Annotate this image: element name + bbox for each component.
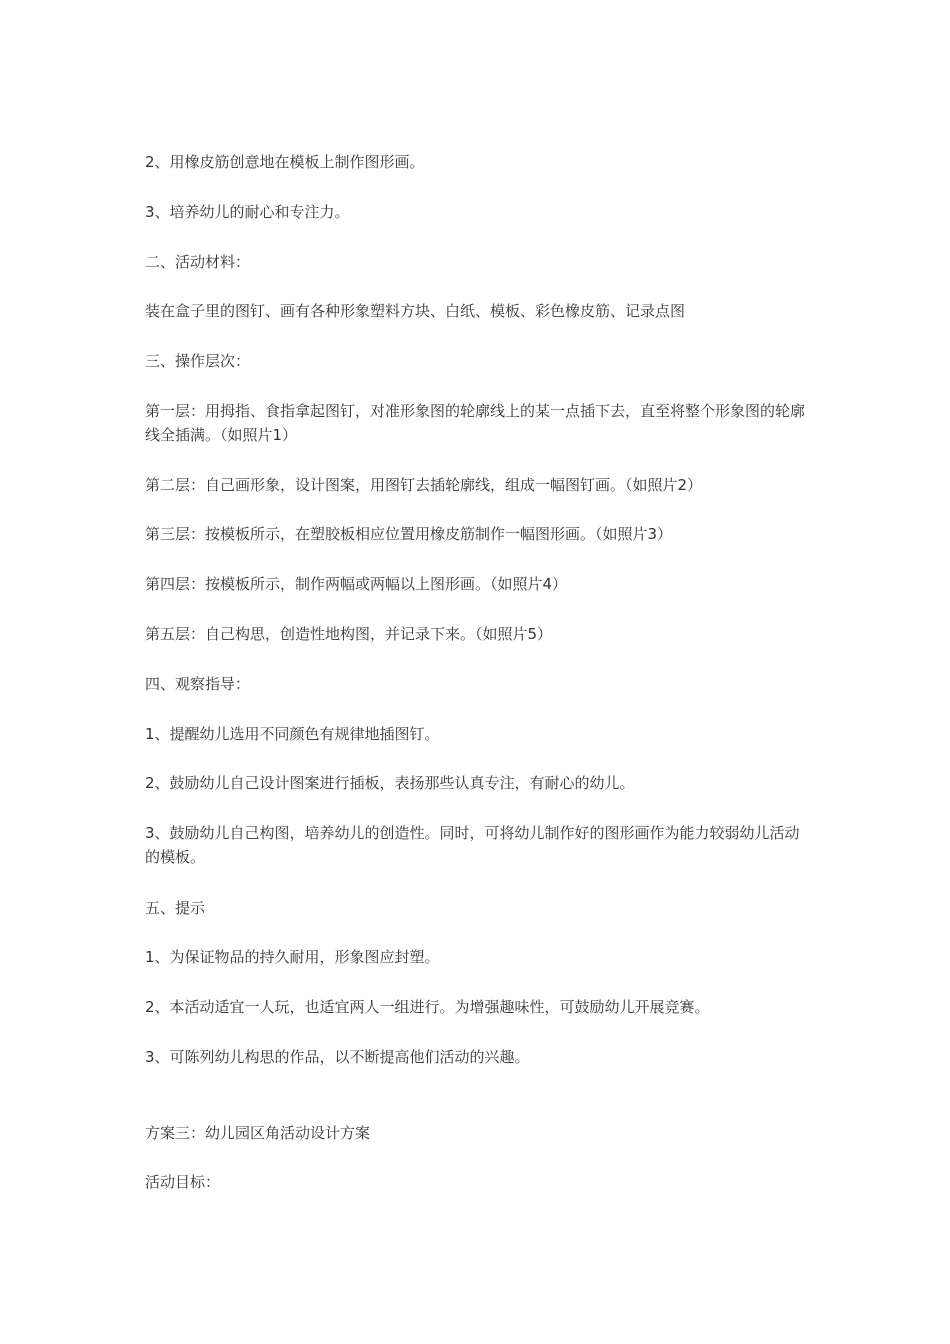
section-heading-guidance: 四、观察指导： xyxy=(145,675,251,693)
tips-item-3: 3、可陈列幼儿构思的作品，以不断提高他们活动的兴趣。 xyxy=(145,1048,530,1066)
level-5-text: 第五层：自己构思，创造性地构图，并记录下来。（如照片5） xyxy=(145,625,553,643)
section-heading-materials: 二、活动材料： xyxy=(145,253,251,271)
level-3-text: 第三层：按模板所示，在塑胶板相应位置用橡皮筋制作一幅图形画。（如照片3） xyxy=(145,525,673,543)
tips-item-2: 2、本活动适宜一人玩，也适宜两人一组进行。为增强趣味性，可鼓励幼儿开展竞赛。 xyxy=(145,998,710,1016)
materials-text: 装在盒子里的图钉、画有各种形象塑料方块、白纸、模板、彩色橡皮筋、记录点图 xyxy=(145,302,686,320)
activity-goal-heading: 活动目标： xyxy=(145,1173,221,1191)
tips-item-1: 1、为保证物品的持久耐用，形象图应封塑。 xyxy=(145,948,440,966)
section-heading-levels: 三、操作层次： xyxy=(145,352,251,370)
level-2-text: 第二层：自己画形象，设计图案，用图钉去插轮廓线，组成一幅图钉画。（如照片2） xyxy=(145,476,703,494)
level-4-text: 第四层：按模板所示，制作两幅或两幅以上图形画。（如照片4） xyxy=(145,575,568,593)
guidance-item-1: 1、提醒幼儿选用不同颜色有规律地插图钉。 xyxy=(145,725,440,743)
plan-three-title: 方案三：幼儿园区角活动设计方案 xyxy=(145,1124,371,1142)
section-heading-tips: 五、提示 xyxy=(145,899,206,917)
level-1-text: 第一层：用拇指、食指拿起图钉，对准形象图的轮廓线上的某一点插下去，直至将整个形象图的轮廓线全插满。（如照片1） xyxy=(145,402,806,444)
goal-item-3: 3、培养幼儿的耐心和专注力。 xyxy=(145,203,350,221)
guidance-item-2: 2、鼓励幼儿自己设计图案进行插板，表扬那些认真专注，有耐心的幼儿。 xyxy=(145,774,635,792)
goal-item-2: 2、用橡皮筋创意地在模板上制作图形画。 xyxy=(145,153,425,171)
guidance-item-3: 3、鼓励幼儿自己构图，培养幼儿的创造性。同时，可将幼儿制作好的图形画作为能力较弱幼儿活动的模板。 xyxy=(145,824,800,866)
